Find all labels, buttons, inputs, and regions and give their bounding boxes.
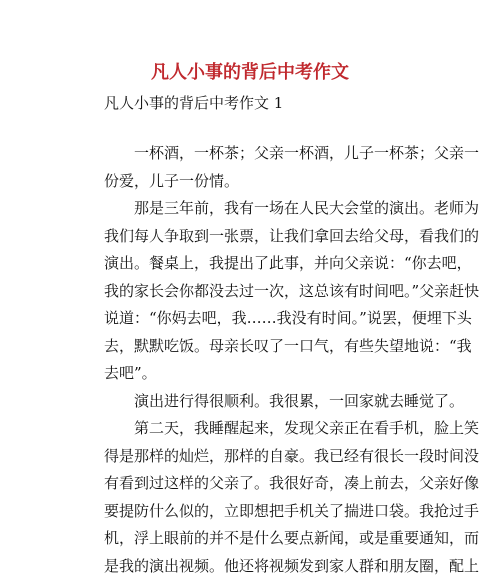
text-line: 去吧”。 <box>104 360 416 388</box>
text-line: 要提防什么似的，立即想把手机关了揣进口袋。我抢过手 <box>104 498 416 526</box>
text-line: 是我的演出视频。他还将视频发到家人群和朋友圈，配上 <box>104 553 416 580</box>
document-title: 凡人小事的背后中考作文 <box>0 60 500 86</box>
text-line: 我的家长会你都没去过一次，这总该有时间吧。”父亲赶快 <box>104 278 416 306</box>
document-body <box>104 140 416 580</box>
text-line: 那是三年前，我有一场在人民大会堂的演出。老师为 <box>104 195 416 223</box>
text-line: 第二天，我睡醒起来，发现父亲正在看手机，脸上笑 <box>104 415 416 443</box>
text-line: 说道：“你妈去吧，我……我没有时间。”说罢，便埋下头 <box>104 305 416 333</box>
text-line: 份爱，儿子一份情。 <box>104 168 416 196</box>
text-line: 一杯酒，一杯茶；父亲一杯酒，儿子一杯茶；父亲一 <box>104 140 416 168</box>
text-line: 机，浮上眼前的并不是什么要点新闻，或是重要通知，而 <box>104 525 416 553</box>
text-line: 得是那样的灿烂，那样的自豪。我已经有很长一段时间没 <box>104 443 416 471</box>
text-line: 去，默默吃饭。母亲长叹了一口气，有些失望地说：“我 <box>104 333 416 361</box>
text-line: 有看到过这样的父亲了。我很好奇，凑上前去，父亲好像 <box>104 470 416 498</box>
text-line: 演出。餐桌上，我提出了此事，并向父亲说：“你去吧， <box>104 250 416 278</box>
text-line: 我们每人争取到一张票，让我们拿回去给父母，看我们的 <box>104 223 416 251</box>
text-line: 演出进行得很顺利。我很累，一回家就去睡觉了。 <box>104 388 416 416</box>
document-subtitle: 凡人小事的背后中考作文 1 <box>104 92 283 114</box>
